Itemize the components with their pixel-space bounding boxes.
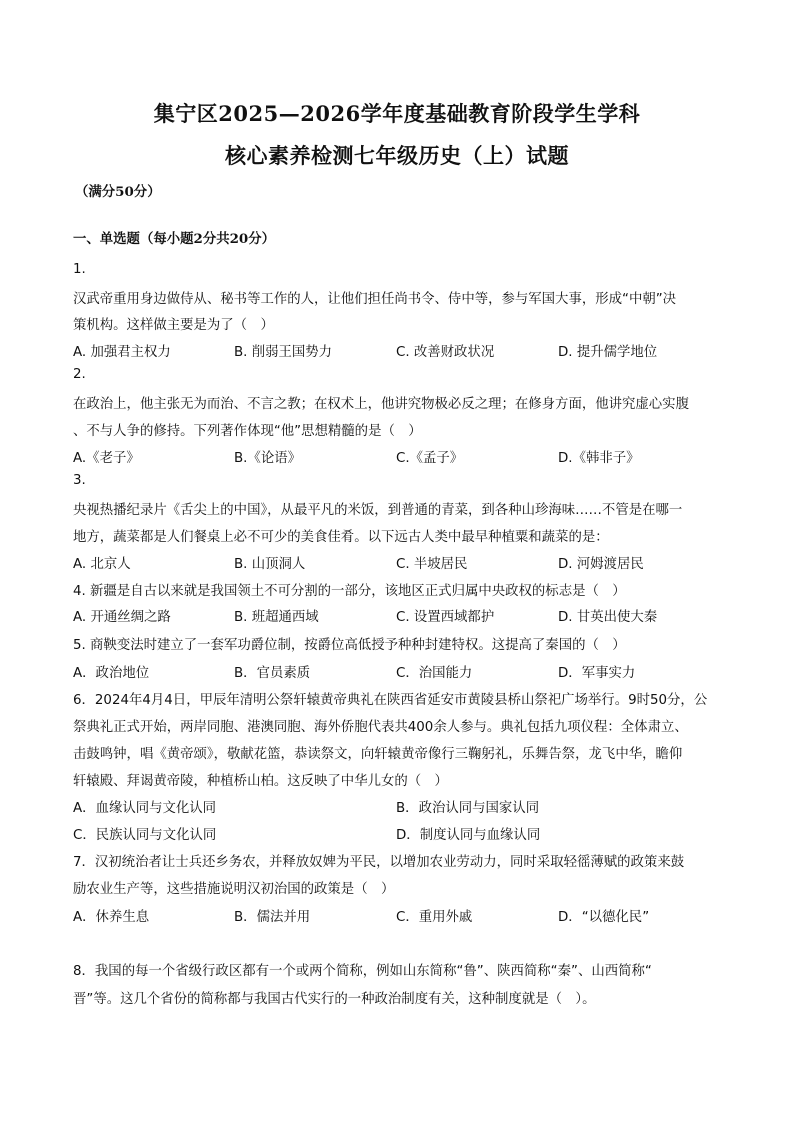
section-heading: 一、单选题（每小题2分共20分） (73, 231, 276, 247)
q2-number: 2. (73, 367, 86, 382)
q6-option-d: D．制度认同与血缘认同 (396, 828, 541, 843)
q2-option-b: B.《论语》 (234, 451, 302, 466)
q4-option-a: A. 开通丝绸之路 (73, 610, 171, 625)
q7-option-b: B．儒法并用 (234, 910, 311, 925)
q2-stem-line1: 在政治上，他主张无为而治、不言之教；在权术上，他讲究物极必反之理；在修身方面，他讲究虚心实腹 (73, 397, 689, 412)
q1-option-c: C. 改善财政状况 (396, 345, 495, 360)
q1-option-d: D. 提升儒学地位 (558, 345, 658, 360)
q7-stem-line2: 励农业生产等，这些措施说明汉初治国的政策是（ ） (73, 882, 395, 897)
q5-option-c: C．治国能力 (396, 666, 473, 681)
q6-option-b: B．政治认同与国家认同 (396, 801, 540, 816)
q8-stem-line2: 晋”等。这几个省份的简称都与我国古代实行的一种政治制度有关，这种制度就是（ ）。 (73, 992, 596, 1007)
q7-option-c: C．重用外戚 (396, 910, 473, 925)
q2-stem-line2: 、不与人争的修持。下列著作体现“他”思想精髓的是（ ） (73, 424, 422, 439)
q4-option-b: B. 班超通西域 (234, 610, 319, 625)
exam-title-line2: 核心素养检测七年级历史（上）试题 (225, 143, 569, 168)
q1-option-b: B. 削弱王国势力 (234, 345, 333, 360)
q2-option-d: D.《韩非子》 (558, 451, 640, 466)
q1-number: 1. (73, 262, 86, 277)
q4-option-c: C. 设置西域都护 (396, 610, 495, 625)
q6-stem-line2: 祭典礼正式开始，两岸同胞、港澳同胞、海外侨胞代表共400余人参与。典礼包括九项仪程：全体肃立、 (73, 720, 688, 735)
q6-stem-line4: 轩辕殿、拜谒黄帝陵，种植桥山柏。这反映了中华儿女的（ ） (73, 774, 448, 789)
q4-stem: 4. 新疆是自古以来就是我国领土不可分割的一部分，该地区正式归属中央政权的标志是（ ） (73, 584, 626, 599)
q1-stem-line1: 汉武帝重用身边做侍从、秘书等工作的人，让他们担任尚书令、侍中等，参与军国大事，形成“中朝”决 (73, 292, 677, 307)
q6-stem-line1: 6．2024年4月4日，甲辰年清明公祭轩辕黄帝典礼在陕西省延安市黄陵县桥山祭祀广场举行。9时50分，公 (73, 693, 708, 708)
q5-option-a: A．政治地位 (73, 666, 150, 681)
q3-stem-line2: 地方，蔬菜都是人们餐桌上必不可少的美食佳肴。以下远古人类中最早种植粟和蔬菜的是： (73, 530, 609, 545)
q5-stem: 5. 商鞅变法时建立了一套军功爵位制，按爵位高低授予种种封建特权。这提高了秦国的（ ） (73, 638, 626, 653)
q7-stem-line1: 7．汉初统治者让士兵还乡务农，并释放奴婢为平民，以增加农业劳动力，同时采取轻徭薄赋的政策来鼓 (73, 855, 685, 870)
q7-option-a: A．休养生息 (73, 910, 150, 925)
q4-option-d: D. 甘英出使大秦 (558, 610, 658, 625)
q3-stem-line1: 央视热播纪录片《舌尖上的中国》，从最平凡的米饭，到普通的青菜，到各种山珍海味……不管是在哪一 (73, 503, 683, 518)
q2-option-c: C.《孟子》 (396, 451, 464, 466)
score-note: （满分50分） (75, 184, 161, 200)
q6-option-c: C．民族认同与文化认同 (73, 828, 217, 843)
q5-option-b: B．官员素质 (234, 666, 311, 681)
q3-option-b: B. 山顶洞人 (234, 557, 306, 572)
q3-option-a: A. 北京人 (73, 557, 131, 572)
q7-option-d: D．“以德化民” (558, 910, 650, 925)
exam-title-line1: 集宁区2025—2026学年度基础教育阶段学生学科 (153, 101, 641, 126)
q6-option-a: A．血缘认同与文化认同 (73, 801, 217, 816)
q3-option-d: D. 河姆渡居民 (558, 557, 644, 572)
q3-number: 3. (73, 473, 86, 488)
q1-option-a: A. 加强君主权力 (73, 345, 171, 360)
q6-stem-line3: 击鼓鸣钟，唱《黄帝颂》，敬献花篮，恭读祭文，向轩辕黄帝像行三鞠躬礼，乐舞告祭，龙飞中华，瞻仰 (73, 747, 683, 762)
q5-option-d: D．军事实力 (558, 666, 636, 681)
q8-stem-line1: 8．我国的每一个省级行政区都有一个或两个简称，例如山东简称“鲁”、陕西简称“秦”、山西简称“ (73, 964, 652, 979)
q2-option-a: A.《老子》 (73, 451, 140, 466)
q1-stem-line2: 策机构。这样做主要是为了（ ） (73, 318, 274, 333)
q3-option-c: C. 半坡居民 (396, 557, 468, 572)
